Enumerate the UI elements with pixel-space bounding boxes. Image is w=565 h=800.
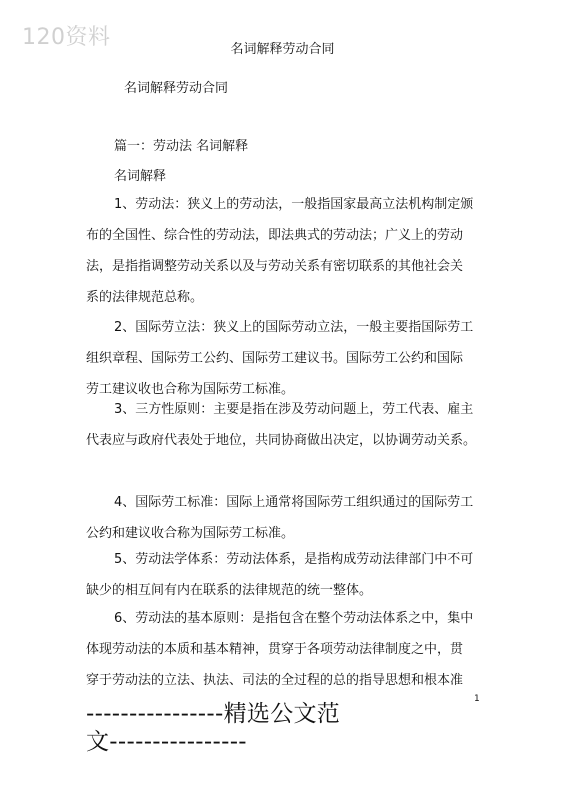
document-subtitle: 名词解释劳动合同 (124, 81, 229, 96)
paragraph-basic-principles: 6、劳动法的基本原则：是指包含在整个劳动法体系之中，集中 体现劳动法的本质和基本精神，贯穿于各项劳动法律制度之中，贯 穿于劳动法的立法、执法、司法的全过程的总的指导思想和根本准 (86, 611, 474, 688)
paragraph-international-labor-standards: 4、国际劳工标准：国际上通常将国际劳工组织通过的国际劳工 公约和建议收合称为国际劳工标准。 (86, 495, 474, 541)
paragraph-labor-law-system: 5、劳动法学体系：劳动法体系，是指构成劳动法律部门中不可 缺少的相互间有内在联系的法律规范的统一整体。 (86, 552, 474, 598)
paragraph-tripartite-principle: 3、三方性原则：主要是指在涉及劳动问题上，劳工代表、雇主 代表应与政府代表处于地位，共同协商做出决定，以协调劳动关系。 (86, 402, 477, 448)
footer-banner: ----------------精选公文范 文---------------- (86, 701, 341, 755)
section-heading: 篇一：劳动法 名词解释 (114, 139, 249, 154)
document-title: 名词解释劳动合同 (230, 42, 335, 57)
page-number: 1 (474, 694, 480, 704)
watermark-logo: 120资料 (22, 25, 111, 50)
paragraph-international-labor-legislation: 2、国际劳立法：狭义上的国际劳动立法，一般主要指国际劳工 组织章程、国际劳工公约、国际劳工建议书。国际劳工公约和国际 劳工建议收也合称为国际劳工标准。 (86, 320, 474, 397)
paragraph-labor-law: 1、劳动法：狭义上的劳动法，一般指国家最高立法机构制定颁 布的全国性、综合性的劳动法，即法典式的劳动法；广义上的劳动 法，是指指调整劳动关系以及与劳动关系有密切联系的其他社会关 系的法律规范总称。 (86, 197, 474, 305)
section-subheading: 名词解释 (114, 169, 167, 184)
